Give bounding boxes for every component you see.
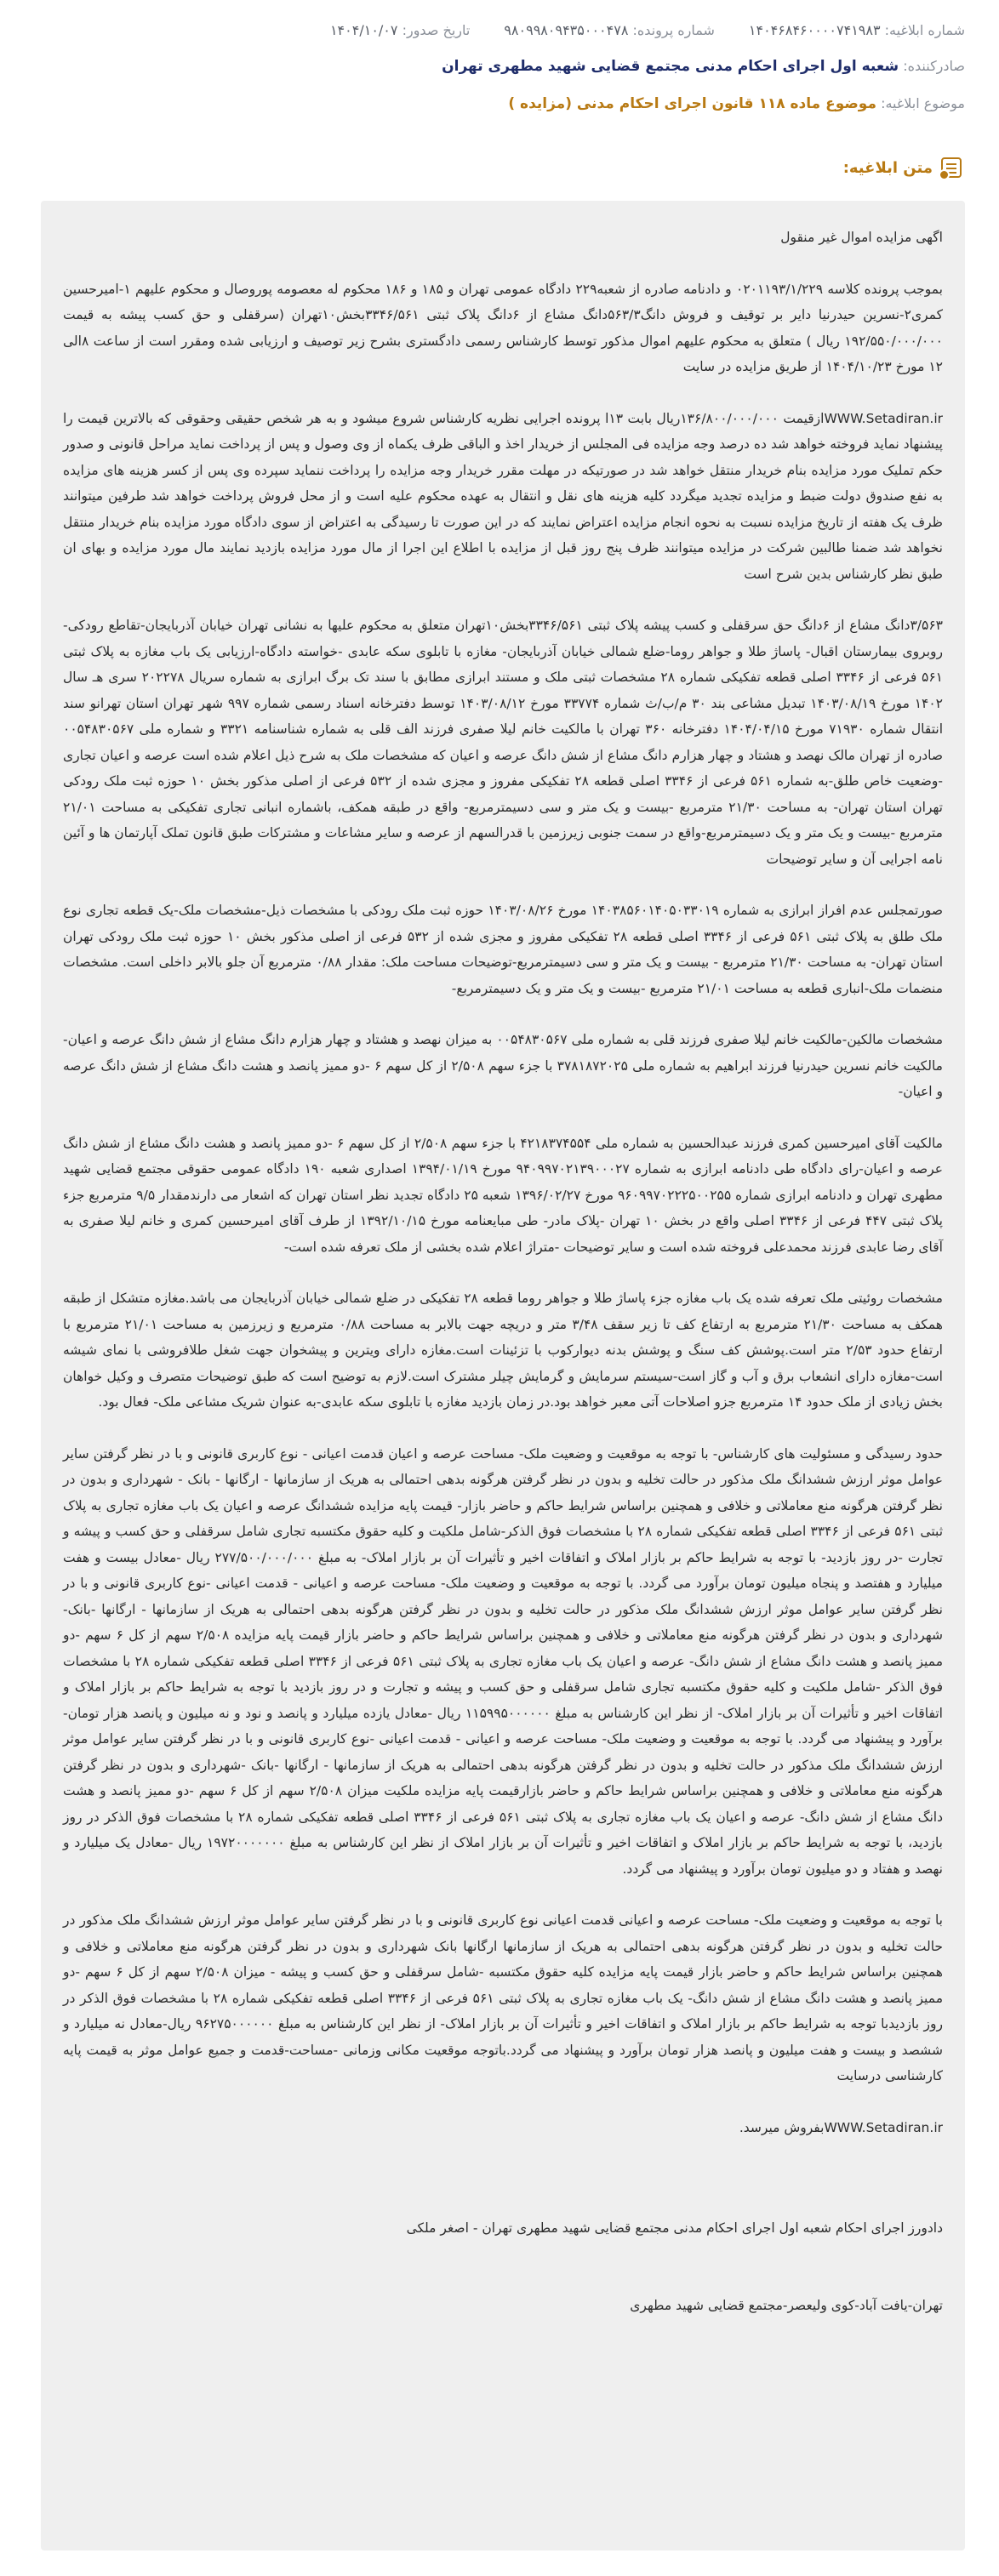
issuer-value: شعبه اول اجرای احکام مدنی مجتمع قضایی شهید مطهری تهران [442, 58, 899, 75]
notice-header [0, 0, 999, 117]
notice-number-label: شماره ابلاغیه: [884, 21, 965, 38]
meta-row [34, 19, 965, 41]
case-number-value: ۹۸۰۹۹۸۰۹۴۳۵۰۰۰۴۷۸ [504, 21, 629, 38]
paragraph-1: بموجب پرونده کلاسه ۰۲۰۱۱۹۳/۱/۲۲۹ و دادنامه صادره از شعبه۲۲۹ دادگاه عمومی تهران و ۱۸۵ و ۱۸۶ محکوم له معصومه پوروصال و محکوم علیهم ۱-امیرحسین کمری۲-نسرین حیدرنیا دایر بر توقیف و فروش دانگ۵۶۳/۳دانگ مشاع از ۶دانگ پلاک ثبتی ۳۳۴۶/۵۶۱بخش۱۰تهران (سرقفلی و حق کسب پیشه به قیمت ۱۹۲/۵۵۰/۰۰۰/۰۰۰ ریال ) متعلق به محکوم علیهم اموال مذکور توسط کارشناس رسمی دادگستری بشرح زیر توصیف و ارزیابی شده ومقرر است از ساعت ۸الی ۱۲ مورخ ۱۴۰۴/۱۰/۲۳ از طریق مزایده در سایت [63, 281, 943, 374]
signature: دادورز اجرای احکام شعبه اول اجرای احکام مدنی مجتمع قضایی شهید مطهری تهران - اصغر ملکی [406, 2220, 943, 2236]
section-title-text: متن ابلاغیه: [842, 158, 933, 177]
document-icon [941, 157, 962, 178]
section-title [0, 155, 962, 180]
issue-date-value: ۱۴۰۴/۱۰/۰۷ [329, 21, 398, 38]
notice-number [749, 22, 965, 38]
notice-body [41, 201, 965, 2550]
paragraph-6: مالکیت آقای امیرحسین کمری فرزند عبدالحسین به شماره ملی ۴۲۱۸۳۷۴۵۵۴ با جزء سهم ۲/۵۰۸ از کل سهم ۶ -دو ممیز پانصد و هشت دانگ مشاع از شش دانگ عرصه و اعیان-رای دادگاه طی دادنامه ابرازی به شماره ۹۴۰۹۹۷۰۲۱۳۹۰۰۰۲۷ مورخ ۱۳۹۴/۰۱/۱۹ اصداری شعبه ۱۹۰ دادگاه عمومی حقوقی مجتمع قضایی شهید مطهری تهران و دادنامه ابرازی شماره ۹۶۰۹۹۷۰۲۲۲۵۰۰۲۵۵ مورخ ۱۳۹۶/۰۲/۲۷ شعبه ۲۵ دادگاه تجدید نظر استان تهران که اشعار می دارندمقدار ۹/۵ مترمربع جزء پلاک ثبتی ۴۴۷ فرعی از ۳۳۴۶ اصلی واقع در بخش ۱۰ تهران -پلاک مادر- طی مبایعنامه مورخ ۱۳۹۲/۱۰/۱۵ از طرف آقای امیرحسین کمری و خانم لیلا صفری به آقای رضا عابدی فرزند محمدعلی فروخته شده است و سایر توضیحات -متراژ اعلام شده بخشی از ملک تعرفه شده است- [63, 1135, 943, 1255]
paragraph-8: حدود رسیدگی و مسئولیت های کارشناس- با توجه به موقعیت و وضعیت ملک- مساحت عرصه و اعیان قدمت اعیانی - نوع کاربری قانونی و با در نظر گرفتن سایر عوامل موثر ارزش ششدانگ ملک مذکور در حالت تخلیه و بدون در نظر گرفتن هرگونه بدهی احتمالی به هریک از سازمانها - ارگانها - بانک - شهرداری و بدون در نظر گرفتن هرگونه منع معاملاتی و خلافی و همچنین براساس شرایط حاکم و حاضر بازار- قیمت پایه مزایده ششدانگ عرصه و اعیان یک باب مغازه تجاری به پلاک ثبتی ۵۶۱ فرعی از ۳۳۴۶ اصلی قطعه تفکیکی شماره ۲۸ با مشخصات فوق الذکر-شامل ملکیت و کلیه حقوق مکتسبه تجاری شامل سرقفلی و حق کسب و پیشه و تجارت -در روز بازدید- با توجه به شرایط حاکم بر بازار املاک و اتفاقات اخیر و تأثیرات آن بر بازار املاک- به مبلغ ۲۷۷/۵۰۰/۰۰۰/۰۰۰ ریال -معادل بیست و هفت میلیارد و هفتصد و پنجاه میلیون تومان برآورد می گردد. با توجه به موقعیت و وضعیت ملک- مساحت عرصه و اعیانی - قدمت اعیانی -نوع کاربری قانونی و با در نظر گرفتن سایر عوامل موثر ارزش ششدانگ ملک مذکور در حالت تخلیه و بدون در نظر گرفتن هرگونه بدهی احتمالی به هریک از سازمانها - ارگانها -بانک- شهرداری و بدون در نظر گرفتن هرگونه منع معاملاتی و خلافی و همچنین براساس شرایط حاکم و حاضر بازار قیمت پایه مزایده ۲/۵۰۸ سهم از کل ۶ سهم -دو ممیز پانصد و هشت دانگ مشاع از شش دانگ- عرصه و اعیان یک باب مغازه تجاری به پلاک ثبتی ۵۶۱ فرعی از ۳۳۴۶ اصلی قطعه تفکیکی شماره ۲۸ با مشخصات فوق الذکر -شامل ملکیت و کلیه حقوق مکتسبه تجاری شامل سرقفلی و حق کسب و پیشه و تجارت و در روز بازدید با توجه به شرایط حاکم بر بازار املاک و اتفاقات اخیر و تأثیرات آن بر بازار املاک- از نظر این کارشناس به مبلغ ۱۱۵۹۹۵۰۰۰۰۰۰ ریال -معادل یازده میلیارد و پانصد و نود و نه میلیون و پانصد هزار تومان- برآورد و پیشنهاد می گردد. با توجه به موقعیت و وضعیت ملک- مساحت عرصه و اعیانی - قدمت اعیانی -نوع کاربری قانونی و با در نظر گرفتن سایر عوامل موثر ارزش ششدانگ ملک مذکور در حالت تخلیه و بدون در نظر گرفتن هرگونه بدهی احتمالی به هریک از سازمانها - ارگانها -بانک -شهرداری و بدون در نظر گرفتن هرگونه منع معاملاتی و خلافی و همچنین براساس شرایط حاکم و حاضر بازارقیمت پایه مزایده ملکیت میزان ۲/۵۰۸ سهم از کل ۶ سهم -دو ممیز پانصد و هشت دانگ مشاع از شش دانگ- عرصه و اعیان یک باب مغازه تجاری به پلاک ثبتی ۵۶۱ فرعی از ۳۳۴۶ اصلی قطعه تفکیکی شماره ۲۸ با مشخصات فوق الذکر در روز بازدید، با توجه به شرایط حاکم بر بازار املاک و اتفاقات اخیر و تأثیرات آن بر بازار املاک از نظر این کارشناس به مبلغ ۱۹۷۲۰۰۰۰۰۰۰ ریال -معادل یک میلیارد و نهصد و هفتاد و دو میلیون تومان برآورد و پیشنهاد می گردد. [63, 1445, 944, 1877]
address: تهران-یافت آباد-کوی ولیعصر-مجتمع قضایی شهید مطهری [630, 2297, 943, 2313]
issue-date-label: تاریخ صدور: [402, 21, 471, 38]
issue-date [330, 22, 470, 38]
body-title: اگهی مزایده اموال غیر منقول [780, 230, 943, 245]
subject-value: موضوع ماده ۱۱۸ قانون اجرای احکام مدنی (مزایده ) [508, 95, 876, 112]
notice-number-value: ۱۴۰۴۶۸۴۶۰۰۰۰۷۴۱۹۸۳ [748, 21, 881, 38]
issuer-label: صادرکننده: [903, 58, 965, 74]
case-number [504, 22, 715, 38]
paragraph-2: WWW.Setadiran.irازقیمت ۱۳۶/۸۰۰/۰۰۰/۰۰۰ریال بابت ۱۳ا پرونده اجرایی نظریه کارشناس شروع میشود و به هر شخص حقیقی وحقوقی که بالاترین قیمت را پیشنهاد نماید فروخته خواهد شد ده درصد وجه مزایده فی المجلس از خریدار اخذ و الباقی ظرف یکماه از وی وصول و پس از پرداخت نماید مراحل قانونی و صدور حکم تملیک مورد مزایده بنام خریدار منتقل خواهد شد در صورتیکه در مهلت مقرر خریدار وجه مزایده را پرداخت ننماید سپرده وی پس از کسر هزینه های مزایده به نفع صندوق دولت ضبط و مزایده تجدید میگردد کلیه هزینه های نقل و انتقال به عهده محکوم علیه است و از محل فروش پرداخت خواهد شد طرفین میتوانند ظرف یک هفته از تاریخ مزایده نسبت به نحوه انجام مزایده اعتراض نمایند که در این صورت تا رسیدگی به اعتراض از سوی دادگاه مورد مزایده بنام خریدار منتقل نخواهد شد ضمنا طالبین شرکت در مزایده میتوانند ظرف پنج روز قبل از مزایده با اطلاع این اجرا از مال مورد مزایده بازدید نمایند مال مورد مزایده و بهای ان طبق نظر کارشناس بدین شرح است [63, 410, 944, 582]
paragraph-5: مشخصات مالکین-مالکیت خانم لیلا صفری فرزند قلی به شماره ملی ۰۰۵۴۸۳۰۵۶۷ به میزان نهصد و هشتاد و چهار هزارم دانگ مشاع از شش دانگ عرصه و اعیان-مالکیت خانم نسرین حیدرنیا فرزند ابراهیم به شماره ملی ۳۷۸۱۸۷۲۰۲۵ با جزء سهم ۲/۵۰۸ از کل سهم ۶ -دو ممیز پانصد و هشت دانگ مشاع از شش دانگ عرصه و اعیان- [63, 1032, 943, 1099]
paragraph-7: مشخصات روئیتی ملک تعرفه شده یک باب مغازه جزء پاساژ طلا و جواهر روما قطعه ۲۸ تفکیکی در ضلع شمالی خیابان آذربایجان می باشد.مغازه متشکل از طبقه همکف به مساحت ۲۱/۳۰ مترمربع به ارتفاع کف تا زیر سقف ۳/۴۸ متر و دریچه جهت بالابر به مساحت ۰/۸۸ مترمربع و زیرزمین به مساحت ۲۱/۰۱ مترمربع با ارتفاع حدود ۲/۵۳ متر است.پوشش کف سنگ و پوشش بدنه دیوارکوب با تزئینات است.مغازه دارای ویترین و پیشخوان جهت شغل طلافروشی با نمای شیشه است-مغازه دارای انشعاب برق و آب و گاز است-سیستم سرمایش و گرمایش چیلر مشترک است.لازم به توضیح است که طبق توضیحات متصرف و وکیل خواهان بخش زیادی از ملک حدود ۱۴ مترمربع جزو اصلاحات آتی معبر خواهد بود.در زمان بازدید مغازه با تابلوی سکه عابدی-به عنوان شریک مشاعی ملک- فعال بود. [63, 1291, 943, 1410]
subject-label: موضوع ابلاغیه: [881, 95, 965, 111]
case-number-label: شماره پرونده: [632, 21, 715, 38]
subject [34, 95, 965, 117]
paragraph-9: با توجه به موقعیت و وضعیت ملک- مساحت عرصه و اعیانی قدمت اعیانی نوع کاربری قانونی و با در نظر گرفتن سایر عوامل موثر ارزش ششدانگ ملک مذکور در حالت تخلیه و بدون در نظر گرفتن هرگونه بدهی احتمالی به هریک از سازمانها ارگانها بانک شهرداری و بدون در نظر گرفتن هرگونه منع معاملاتی و خلافی و همچنین براساس شرایط حاکم و حاضر بازار قیمت پایه مزایده کلیه حقوق مکتسبه -شامل سرقفلی و حق کسب و پیشه - میزان ۲/۵۰۸ سهم از کل ۶ سهم -دو ممیز پانصد و هشت دانگ مشاع از شش دانگ- یک باب مغازه تجاری به پلاک ثبتی ۵۶۱ فرعی از ۳۳۴۶ اصلی قطعه تفکیکی شماره ۲۸ با مشخصات فوق الذکر در روز بازدیدبا توجه به شرایط حاکم بر بازار املاک و اتفاقات اخیر و تأثیرات آن بر بازار املاک- از نظر این کارشناس به مبلغ ۹۶۲۷۵۰۰۰۰۰۰ ریال-معادل نه میلیارد و ششصد و بیست و هفت میلیون و پانصد هزار تومان برآورد و پیشنهاد می گردد.باتوجه موقعیت مکانی وزمانی -مساحت-قدمت و جمیع عوامل موثر به قیمت پایه کارشناسی درسایت [63, 1912, 943, 2083]
paragraph-10: WWW.Setadiran.irبفروش میرسد. [739, 2119, 943, 2135]
paragraph-3: ۳/۵۶۳دانگ مشاع از ۶دانگ حق سرقفلی و کسب پیشه پلاک ثبتی ۳۳۴۶/۵۶۱بخش۱۰تهران متعلق به محکوم علیها به نشانی تهران خیابان آذربایجان-تقاطع رودکی- روبروی بیمارستان اقبال- پاساژ طلا و جواهر روما-ضلع شمالی خیابان آذربایجان- مغازه با تابلوی سکه عابدی -خواسته دادگاه-ارزیابی یک باب مغازه به پلاک ثبتی ۵۶۱ فرعی از ۳۳۴۶ اصلی قطعه تفکیکی شماره ۲۸ مشخصات ثبتی ملک و مستند ابرازی مطابق با سند تک برگ ابرازی به شماره سریال ۲۰۲۲۷۸ سری هـ سال ۱۴۰۲ مورخ ۱۴۰۳/۰۸/۱۹ تبدیل مشاعی بند ۳۰ م/ب/ث شماره ۳۳۷۷۴ مورخ ۱۴۰۳/۰۸/۱۲ توسط دفترخانه اسناد رسمی شماره ۹۹۷ شهر تهران استان تهرانو سند انتقال شماره ۷۱۹۳۰ مورخ ۱۴۰۴/۰۴/۱۵ دفترخانه ۳۶۰ تهران با مالکیت خانم لیلا صفری فرزند الف قلی به شماره شناسنامه ۳۳۲۱ و شماره ملی ۰۰۵۴۸۳۰۵۶۷ صادره از تهران مالک نهصد و هشتاد و چهار هزارم دانگ مشاع از شش دانگ عرصه و اعیان که مشخصات ملک به شرح ذیل اعلام شده است عرصه و اعیان تجاری -وضعیت خاص طلق-به شماره ۵۶۱ فرعی از ۳۳۴۶ اصلی قطعه ۲۸ تفکیکی مفروز و مجزی شده از ۵۳۲ فرعی از اصلی مذکور بخش ۱۰ حوزه ثبت ملک رودکی تهران استان تهران- به مساحت ۲۱/۳۰ مترمربع -بیست و یک متر و سی دسیمترمربع- واقع در طبقه همکف، باشماره انبانی تجاری تفکیکی به مساحت ۲۱/۰۱ مترمربع -بیست و یک متر و یک دسیمترمربع-واقع در سمت جنوبی زیرزمین با قدرالسهم از عرصه و سایر مشاعات و مشترکات طبق قانون تملک آپارتمان ها و آئین نامه اجرایی آن و سایر توضیحات [63, 618, 944, 867]
paragraph-4: صورتمجلس عدم افراز ابرازی به شماره ۱۴۰۳۸۵۶۰۱۴۰۵۰۳۳۰۱۹ مورخ ۱۴۰۳/۰۸/۲۶ حوزه ثبت ملک رودکی با مشخصات ذیل-مشخصات ملک-یک قطعه تجاری نوع ملک طلق به پلاک ثبتی ۵۶۱ فرعی از ۳۳۴۶ اصلی قطعه ۲۸ تفکیکی مفروز و مجزی شده از ۵۳۲ فرعی از اصلی مذکور بخش ۱۰ حوزه ثبت ملک رودکی تهران استان تهران- به مساحت ۲۱/۳۰ مترمربع - بیست و یک متر و سی دسیمترمربع-توضیحات مساحت ملک: مقدار ۰/۸۸ مترمربع آن جلو بالابر داخلی است. مشخصات منضمات ملک-انباری قطعه به مساحت ۲۱/۰۱ مترمربع -بیست و یک متر و یک دسیمترمربع- [63, 903, 944, 996]
issuer [34, 58, 965, 80]
